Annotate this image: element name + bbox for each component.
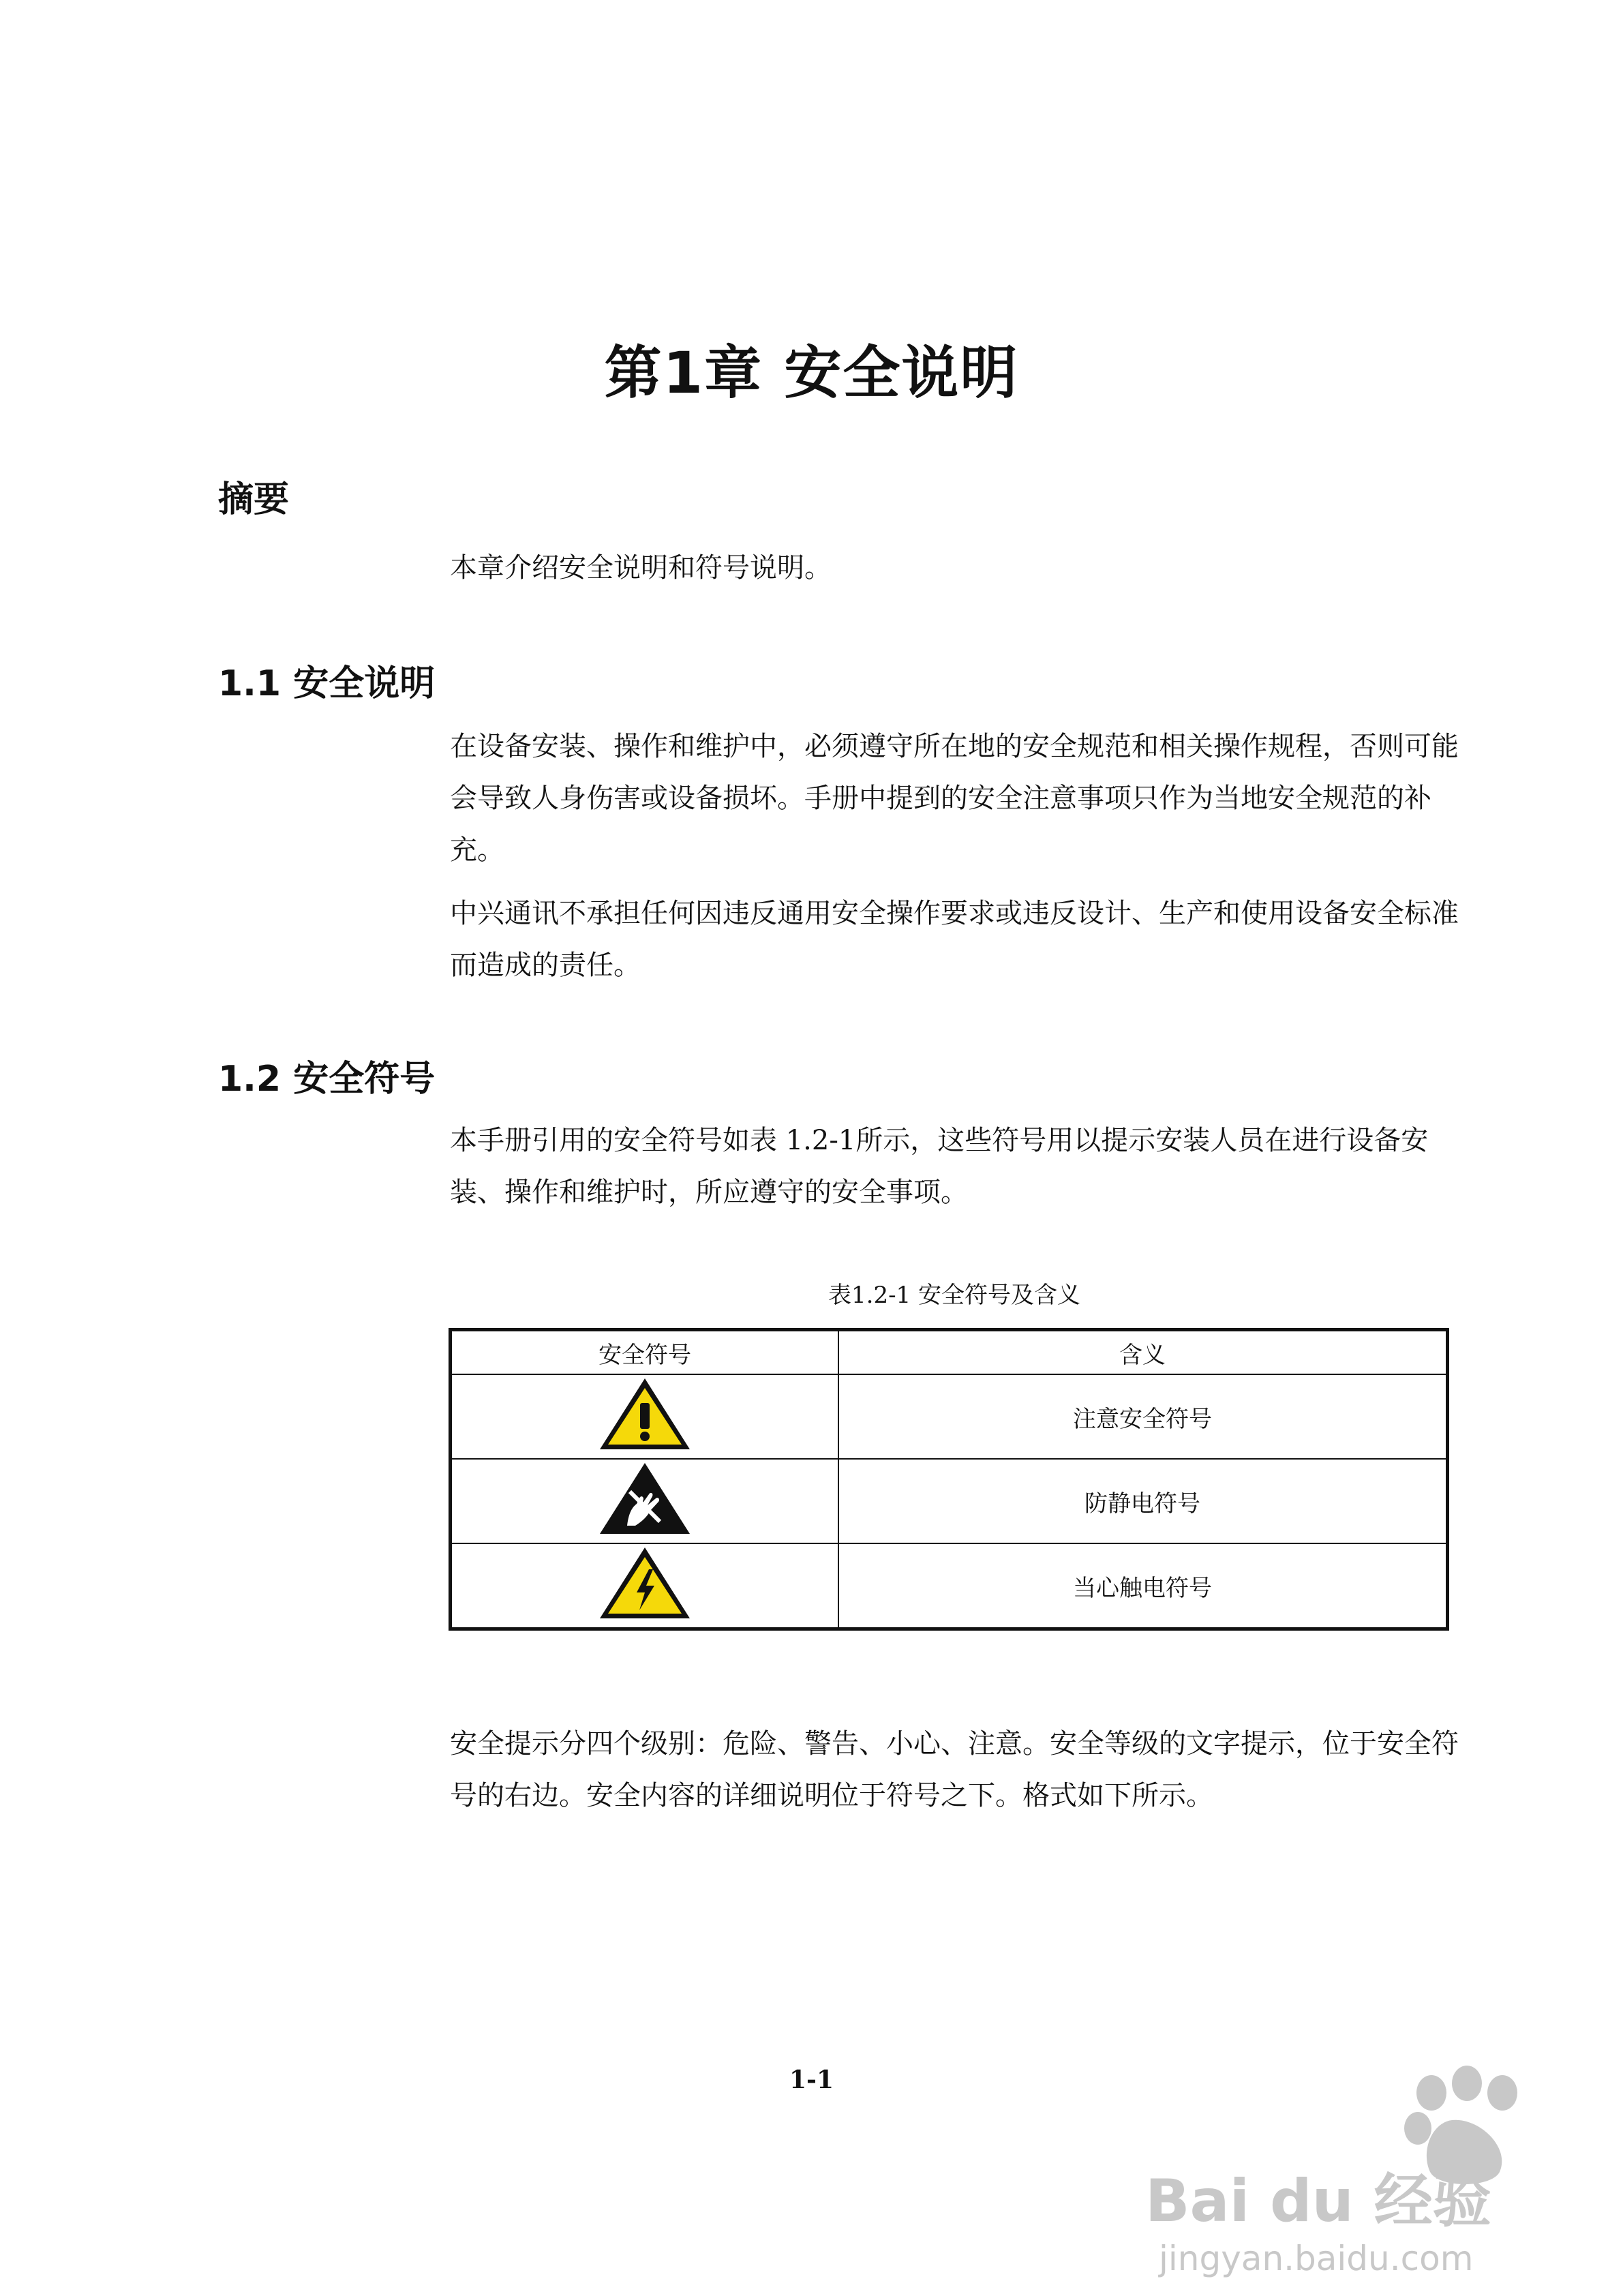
section-1-2-intro: 本手册引用的安全符号如表 1.2-1所示，这些符号用以提示安装人员在进行设备安装、操作和维护时，所应遵守的安全事项。: [450, 1125, 1429, 1208]
meaning-cell: 注意安全符号: [838, 1374, 1448, 1459]
section-1-2-heading: 1.2 安全符号: [218, 1059, 436, 1100]
header-symbol: 安全符号: [451, 1330, 839, 1375]
table-header-row: [451, 1330, 1448, 1375]
watermark-url: jingyan.baidu.com: [1159, 2239, 1474, 2278]
page-number: 1-1: [789, 2066, 834, 2094]
safety-levels-text: 安全提示分四个级别：危险、警告、小心、注意。安全等级的文字提示，位于安全符号的右边。安全内容的详细说明位于符号之下。格式如下所示。: [450, 1728, 1459, 1811]
chapter-title: 第1章 安全说明: [604, 339, 1019, 406]
meaning-cell: 防静电符号: [838, 1459, 1448, 1543]
esd-hand-icon: [597, 1460, 693, 1537]
table-row: [451, 1374, 1448, 1459]
electric-shock-icon: [597, 1545, 693, 1621]
abstract-heading: 摘要: [218, 479, 290, 520]
table-row: [451, 1543, 1448, 1629]
safety-symbols-table: [449, 1328, 1449, 1631]
meaning-cell: 当心触电符号: [838, 1543, 1448, 1629]
section-1-1-paragraph-1: 在设备安装、操作和维护中，必须遵守所在地的安全规范和相关操作规程，否则可能会导致人身伤害或设备损坏。手册中提到的安全注意事项只作为当地安全规范的补充。: [450, 731, 1459, 866]
table-caption: 表1.2-1 安全符号及含义: [828, 1282, 1080, 1309]
section-1-1-heading: 1.1 安全说明: [218, 663, 436, 704]
warning-triangle-icon: [597, 1376, 693, 1452]
abstract-text: 本章介绍安全说明和符号说明。: [450, 552, 832, 584]
watermark-brand: Bai du 经验: [1145, 2167, 1491, 2235]
section-1-1-paragraph-2: 中兴通讯不承担任何因违反通用安全操作要求或违反设计、生产和使用设备安全标准而造成的责任。: [450, 898, 1459, 981]
header-meaning: 含义: [838, 1330, 1448, 1375]
baidu-jingyan-watermark: [1132, 2052, 1609, 2284]
table-row: [451, 1459, 1448, 1543]
